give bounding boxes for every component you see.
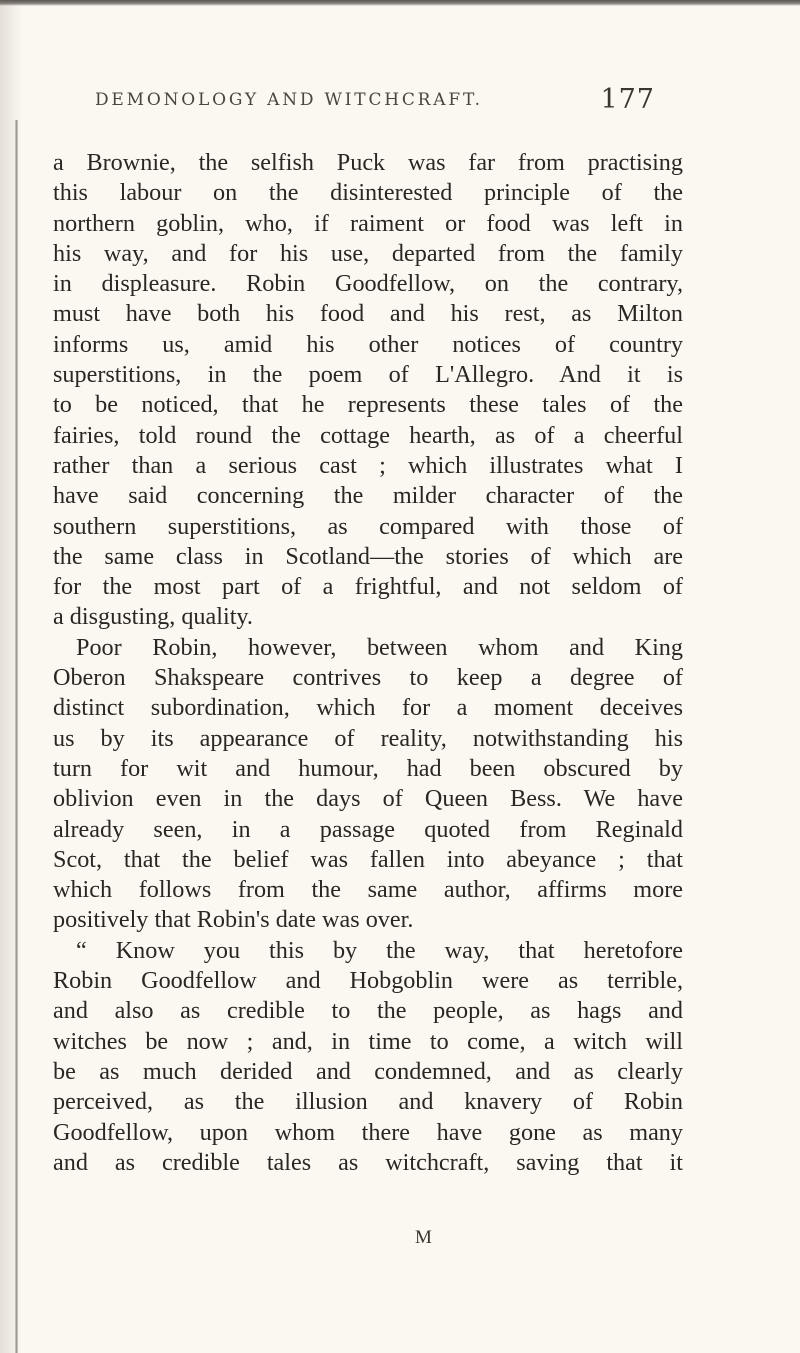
body-text bbox=[53, 148, 683, 1178]
text-line: already seen, in a passage quoted from Reginald bbox=[53, 815, 683, 843]
binding-line bbox=[15, 120, 18, 1353]
text-line: oblivion even in the days of Queen Bess. We have bbox=[53, 785, 683, 813]
text-line: Scot, that the belief was fallen into abeyance ; that bbox=[53, 845, 683, 873]
text-line: witches be now ; and, in time to come, a witch will bbox=[53, 1027, 683, 1055]
page-top-edge bbox=[0, 0, 800, 6]
text-line: his way, and for his use, departed from the family bbox=[53, 239, 683, 267]
text-line: must have both his food and his rest, as Milton bbox=[53, 300, 683, 328]
text-line: distinct subordination, which for a moment deceives bbox=[53, 694, 683, 722]
signature-mark: M bbox=[415, 1227, 432, 1248]
binding-shadow bbox=[0, 0, 22, 1353]
text-line: Robin Goodfellow and Hobgoblin were as terrible, bbox=[53, 967, 683, 995]
text-line: this labour on the disinterested principle of the bbox=[53, 179, 683, 207]
running-title: DEMONOLOGY AND WITCHCRAFT. bbox=[95, 90, 483, 110]
text-line: fairies, told round the cottage hearth, as of a cheerful bbox=[53, 421, 683, 449]
text-line: and also as credible to the people, as hags and bbox=[53, 997, 683, 1025]
page-number: 177 bbox=[600, 84, 655, 115]
text-line: and as credible tales as witchcraft, saving that it bbox=[53, 1148, 683, 1176]
text-line: Goodfellow, upon whom there have gone as many bbox=[53, 1118, 683, 1146]
running-head bbox=[95, 84, 655, 120]
text-line: have said concerning the milder character of the bbox=[53, 482, 683, 510]
text-line: a disgusting, quality. bbox=[53, 603, 253, 631]
text-line: turn for wit and humour, had been obscured by bbox=[53, 754, 683, 782]
text-line: us by its appearance of reality, notwithstanding his bbox=[53, 724, 683, 752]
text-line: informs us, amid his other notices of country bbox=[53, 330, 683, 358]
text-line: to be noticed, that he represents these tales of the bbox=[53, 391, 683, 419]
text-line: rather than a serious cast ; which illustrates what I bbox=[53, 451, 683, 479]
text-line: perceived, as the illusion and knavery of Robin bbox=[53, 1088, 683, 1116]
text-line: southern superstitions, as compared with those of bbox=[53, 512, 683, 540]
text-line: the same class in Scotland—the stories of which are bbox=[53, 542, 683, 570]
text-line: for the most part of a frightful, and not seldom of bbox=[53, 573, 683, 601]
text-line: “ Know you this by the way, that heretofore bbox=[76, 936, 683, 964]
text-line: a Brownie, the selfish Puck was far from practising bbox=[53, 149, 683, 176]
text-line: superstitions, in the poem of L'Allegro. And it is bbox=[53, 361, 683, 389]
text-line: Oberon Shakspeare contrives to keep a degree of bbox=[53, 664, 683, 692]
text-line: positively that Robin's date was over. bbox=[53, 906, 414, 934]
text-line: be as much derided and condemned, and as clearly bbox=[53, 1057, 683, 1085]
text-line: in displeasure. Robin Goodfellow, on the contrary, bbox=[53, 270, 683, 298]
text-line: northern goblin, who, if raiment or food was left in bbox=[53, 209, 683, 237]
text-line: which follows from the same author, affirms more bbox=[53, 876, 683, 904]
text-line: Poor Robin, however, between whom and King bbox=[76, 633, 683, 661]
